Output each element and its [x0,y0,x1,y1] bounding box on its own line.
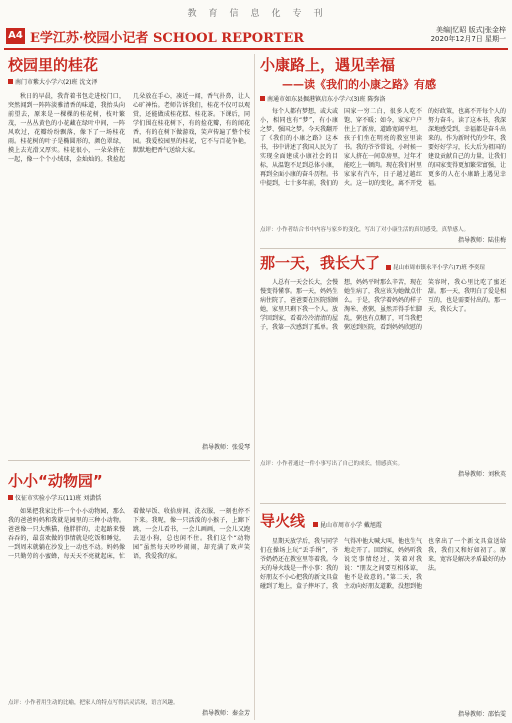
bullet-square-icon [386,265,391,270]
section-title: E学江苏·校园小记者 SCHOOL REPORTER [30,31,305,46]
article-comment: 点评：小作者用生动的比喻，把家人的特点写得活灵活现，语言风趣。 [8,700,179,706]
article-byline [8,77,250,86]
article-title: 导火线 [260,512,306,530]
teacher-credit: 指导教师：邵怡雯 [457,711,506,718]
article-xiaokang [260,54,506,244]
strip-char: 刊 [313,8,325,19]
teacher-credit: 指导教师：秦金芳 [201,709,250,717]
article-comment: 点评：小作者结合书中内容与家乡的变化，写出了对小康生活的真切感受，真挚感人。 [260,227,470,233]
masthead [0,24,512,48]
article-body: 如果把我家比作一个小小动物园，那么我的爸爸妈妈和我就是园里的三种小动物。爸爸像一只大熊猫，他胖胖的，走起路来慢吞吞的，最喜欢做的事情就是吃饭和睡觉，一到周末就躺在沙发上一动也不动。妈妈像一只勤劳的小蜜蜂，每天天不亮就起床，忙着做早饭、收拾房间、洗衣服，一刻也停不下来。我呢，像一只活泼的小猴子，上蹿下跳，一会儿看书，一会儿画画，一会儿又跑去逗小狗，总也闲不住。我们这个“动物园”虽然每天吵吵闹闹，却充满了欢声笑语，我爱我的家。 [8,508,250,560]
strip-char: 教 [187,8,199,19]
article-body: 每个人都有梦想，或大或小，相同也有“梦”，有小康之梦、强国之梦。今天我翻开了《我们的小康之路》这本书，书中讲述了我国人民为了实现全面建成小康社会的目标，从温饱不足到总体小康，再到全面小康的奋斗历程。书中提到，七十多年前，我们的国家一穷二白，很多人吃不饱、穿不暖；如今，家家户户住上了新房，道路宽阔平坦，孩子们坐在明亮的教室里读书。我的爷爷常说，小时候一家人挤在一间草房里，过年才能吃上一顿肉。现在我们村里家家有汽车，日子越过越红火。这一切的变化，离不开党的好政策，也离不开每个人的努力奋斗。读了这本书，我深深地感受到，幸福都是奋斗出来的。作为新时代的少年，我要好好学习，长大后为祖国的建设贡献自己的力量，让我们的国家变得更加繁荣富强，让更多的人在小康路上遇见幸福。 [260,108,506,187]
byline-text: 昆山市周市小学 戴旭霞 [320,522,382,529]
article-title: 小康路上，遇见幸福 [260,56,396,74]
article-byline [313,520,382,529]
page-badge: A4 [6,28,25,44]
article-body: 星期天放学后，我与同学们在操场上玩“丢手绢”，爷爷奶奶还在教室里等着我。今天的导火线是一件小事：我的好朋友不小心把我的新文具盒碰到了地上，盒子摔坏了，我气得冲他大喊大叫，他也生气地走开了。回到家，妈妈听我说完事情经过，笑着对我说：“朋友之间要互相体谅，他不是故意的。”第二天，我主动向好朋友道歉，没想到他也拿出了一个新文具盒送给我，我们又和好如初了。原来，宽容是解决矛盾最好的办法。 [260,538,506,590]
article-title: 校园里的桂花 [8,56,99,74]
divider [8,460,250,461]
article-title: 小小“动物园” [8,472,103,490]
issue-info [416,26,506,44]
article-byline [260,94,506,103]
teacher-credit: 指导教师：张爱琴 [201,444,250,451]
header-rule [4,48,508,50]
top-strip [0,0,512,24]
teacher-credit: 指导教师：陆佳梅 [457,236,506,244]
byline-text: 南门市紫大小学六(2)班 沈文泽 [15,79,98,86]
article-fuse [260,510,506,720]
article-grew-up [260,252,506,498]
article-heading [260,510,506,531]
bullet-square-icon [260,96,265,101]
article-animal-park [8,470,250,720]
article-subtitle: ——读《我们的小康之路》有感 [282,78,436,91]
byline-text: 昆山市周市镇永平小学六(7)班 李奕瑄 [393,265,486,271]
article-title: 那一天，我长大了 [260,254,381,272]
article-heading [260,252,506,273]
divider [260,503,506,504]
article-byline [386,263,485,271]
strip-char: 育 [208,8,220,19]
divider [260,248,506,249]
article-comment: 点评：小作者通过一件小事写出了自己的成长，情感真实。 [260,461,404,467]
article-byline [8,493,250,502]
strip-char: 化 [271,8,283,19]
bullet-square-icon [8,79,13,84]
editor-credit: 美编|忆昭 版式|张金梓 [436,26,506,34]
strip-char: 信 [229,8,241,19]
column-divider [254,54,255,720]
byline-text: 南通市如东县掘港镇启东小学六(3)班 陈弥洛 [267,96,386,103]
strip-char: 息 [250,8,262,19]
strip-char: 专 [292,8,304,19]
issue-date: 2020年12月7日 星期一 [430,35,506,43]
article-osmanthus [8,54,250,454]
bullet-square-icon [8,495,13,500]
teacher-credit: 指导教师：刘秋英 [457,470,506,478]
article-body: 秋日的早晨，我背着书包走进校门口，突然闻到一阵阵淡雅清香的味道，我抬头向前望去，原来是一棵棵的桂花树，枝叶繁茂，一丛丛黄色的小花藏在绿叶中间，一阵风吹过，花瓣纷纷飘落，像下了一场桂花雨。桂花树的叶子是椭圆形的，颜色翠绿，摸上去光滑又厚实。桂花很小，一朵朵挤在一起，像一个个小绒球，金灿灿的。我捡起几朵放在手心，凑近一闻，香气扑鼻，让人心旷神怡。老师告诉我们，桂花不仅可以观赏，还能做成桂花糕、桂花茶。下课后，同学们围在桂花树下，有的捡花瓣，有的闻花香，有的在树下做游戏，笑声传遍了整个校园。我爱校园里的桂花，它不与百花争艳，默默地把香气送给大家。 [8,93,250,163]
article-body: 人总有一天会长大，会慢慢变得懂事。那一天，妈妈生病住院了，爸爸要在医院照顾她，家里只剩下我一个人。放学回到家，看着冷冷清清的屋子，我第一次感到了孤单。我想，妈妈平时那么辛苦，现在她生病了，我应该为她做点什么。于是，我学着妈妈的样子淘米、煮粥，虽然弄得手忙脚乱，粥也有点糊了，可当我把粥送到医院，看到妈妈欣慰的笑容时，我心里比吃了蜜还甜。那一天，我明白了爱是相互的，也是需要付出的。那一天，我长大了。 [260,279,506,331]
byline-text: 仪征市实验小学五(11)班 刘潇恬 [15,495,102,502]
bullet-square-icon [313,522,318,527]
